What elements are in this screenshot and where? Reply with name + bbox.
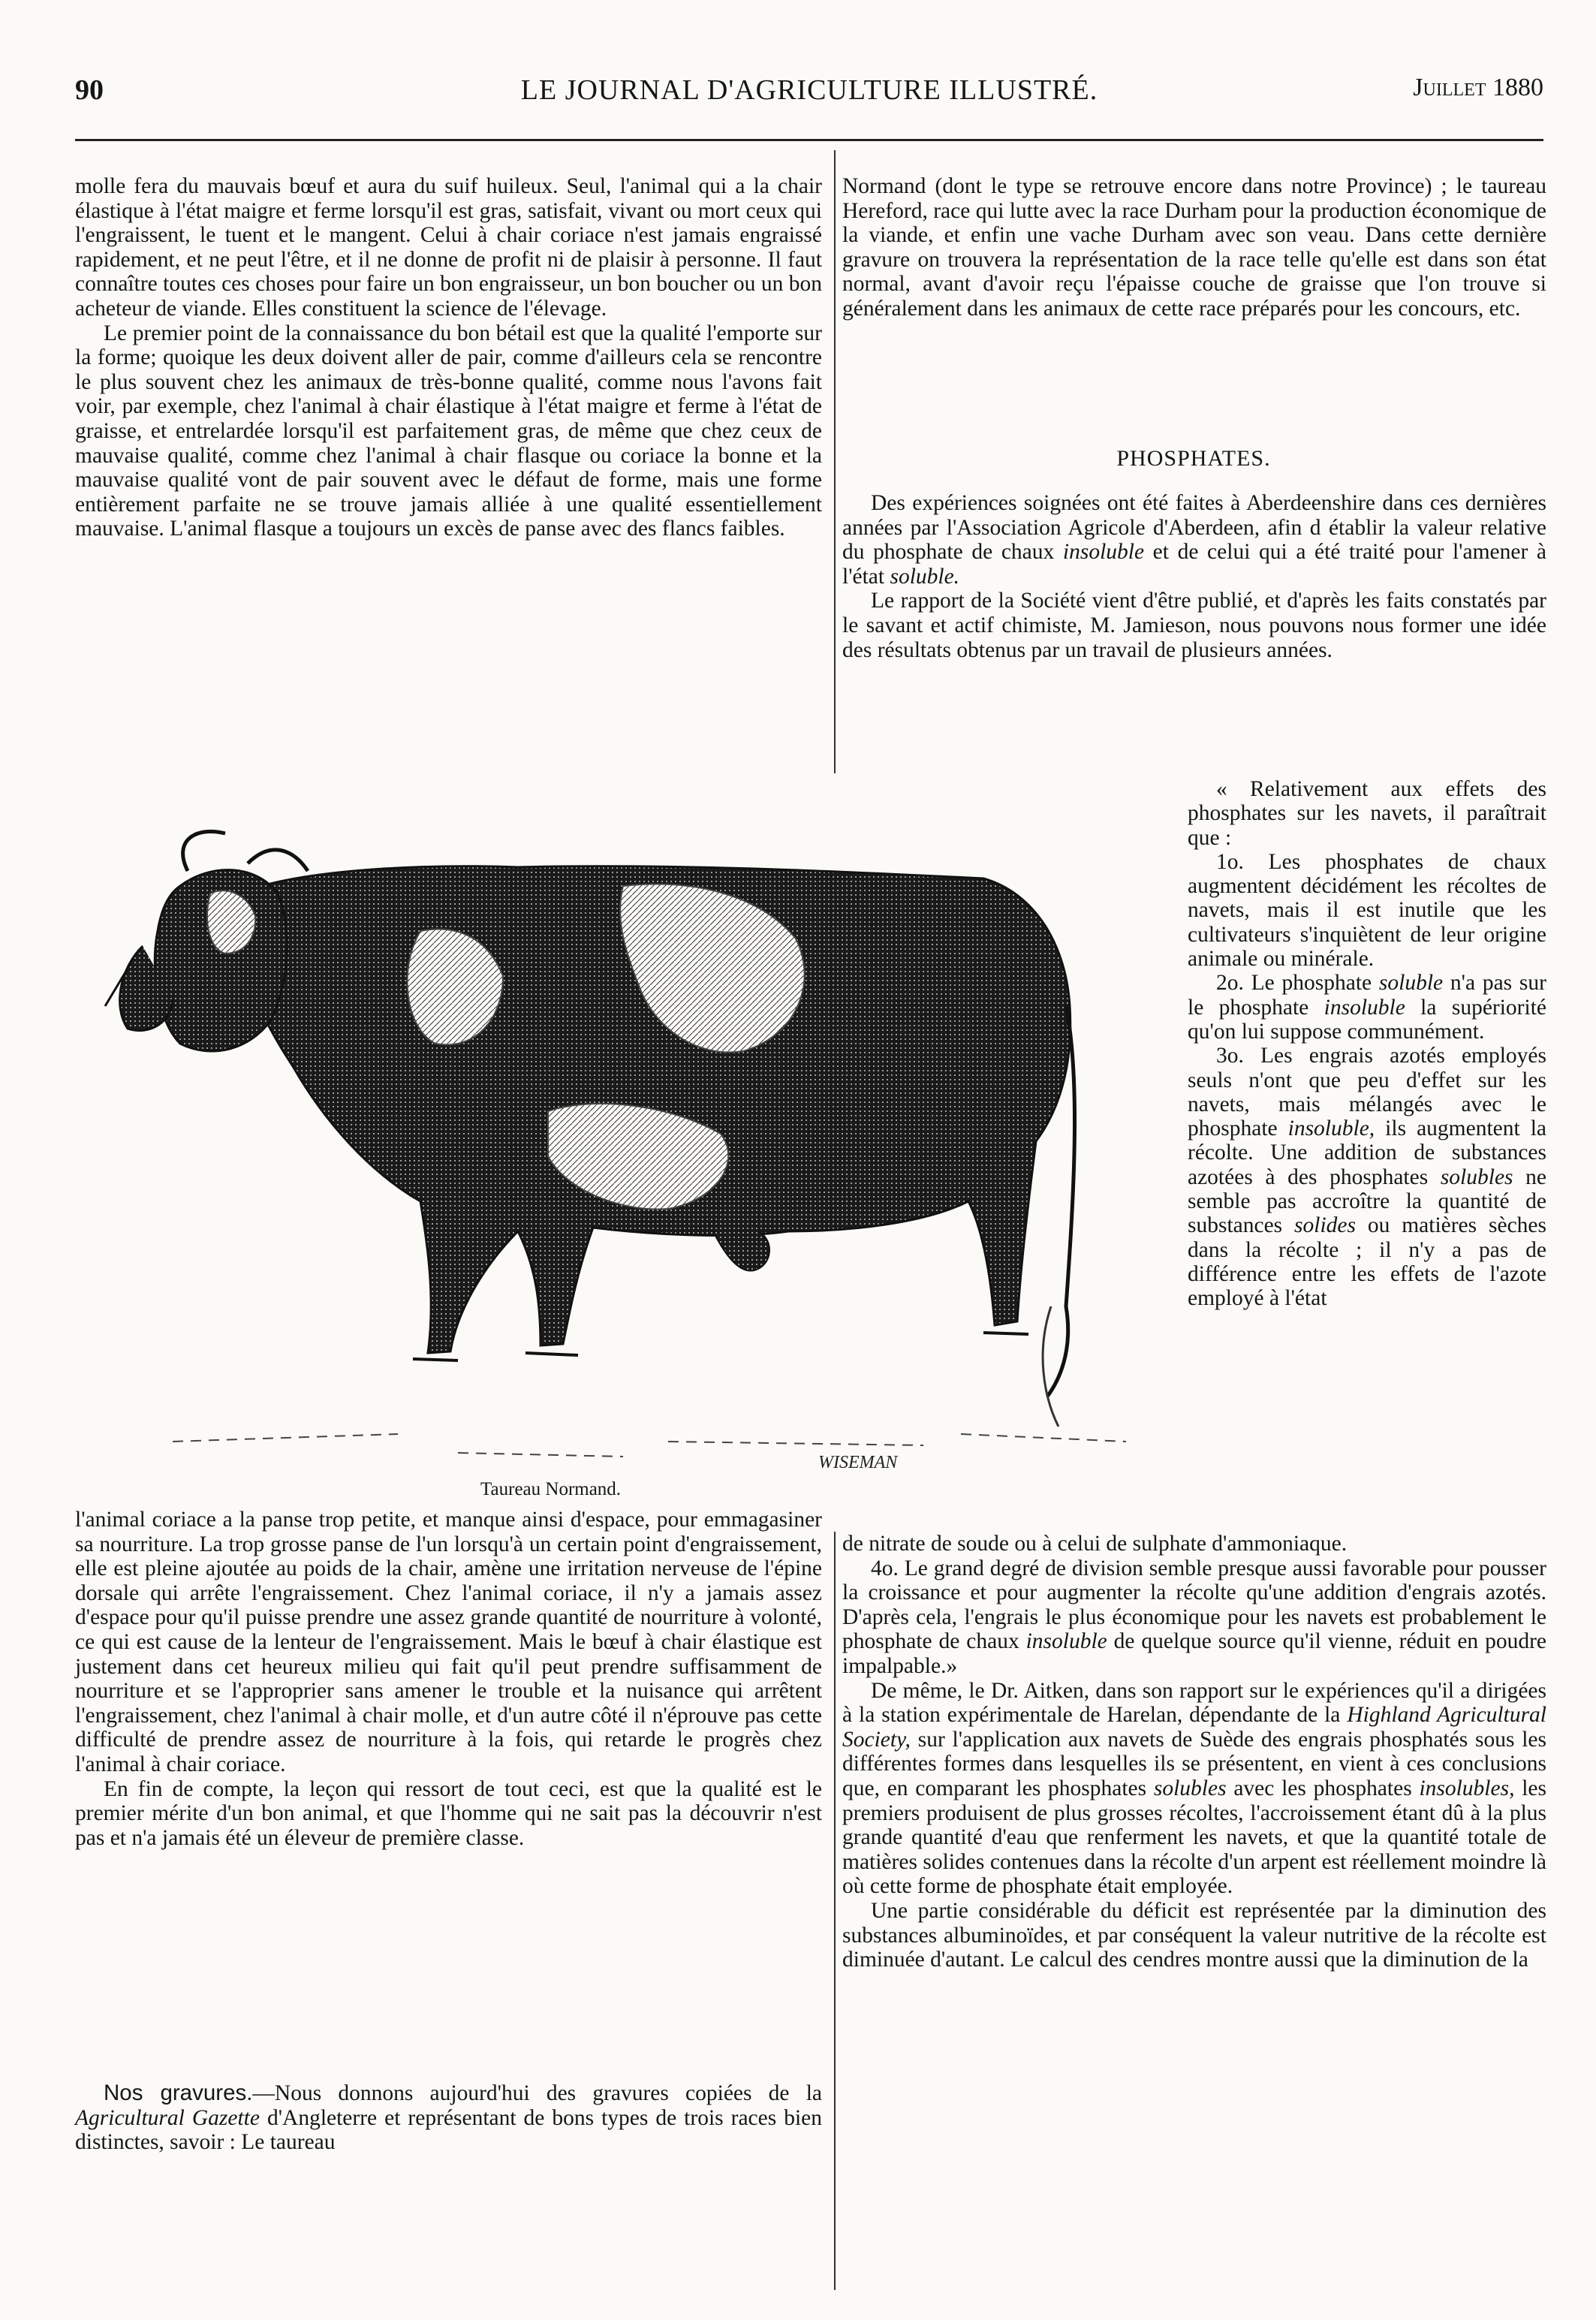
right-column-bottom-text [842, 1532, 1546, 1972]
paragraph: Le rapport de la Société vient d'être publié, et d'après les faits constatés par le savant et actif chimiste, M. Jamieson, nous pouvons nous former une idée des résultats obtenus par un travail de plusieurs années. [842, 589, 1546, 662]
paragraph: « Relativement aux effets des phosphates sur les navets, il paraîtrait que : [1188, 777, 1546, 850]
paragraph: l'animal coriace a la panse trop petite, et manque ainsi d'espace, pour emmagasiner sa nourriture. La trop grosse panse de l'un lorsqu'à un certain point d'engraissement, elle est pleine ajoutée au poids de la chair, amène une irritation nerveuse de l'épine dorsale qui arrête l'engraissement. Chez l'animal coriace, il n'y a jamais assez d'espace pour qu'il puisse prendre une assez grande quantité de nourriture à volonté, ce qui est cause de la lenteur de l'engraissement. Mais le bœuf à chair élastique est justement dans cet heureux milieu qui fait qu'il peut prendre suffisamment de nourriture et se l'approprier sans amener le trouble et la nuisance qui arrêtent l'engraissement, chez l'animal à chair molle, et d'un autre côté il n'éprouve pas cette difficulté de prendre assez de nourriture à la fois, qui retarde le progrès chez l'animal à chair coriace. [75, 1508, 822, 1776]
journal-title: LE JOURNAL D'AGRICULTURE ILLUSTRÉ. [520, 74, 1098, 106]
list-item: 4o. Le grand degré de division semble presque aussi favorable pour pousser la croissance et pour augmenter la récolte qu'une addition d'engrais azotés. D'après cela, l'engrais le plus économique pour les navets est probablement le phosphate de chaux insoluble de quelque source qu'il vienne, réduit en poudre impalpable.» [842, 1556, 1546, 1678]
list-item: 2o. Le phosphate soluble n'a pas sur le phosphate insoluble la supériorité qu'on lui suppose communément. [1188, 971, 1546, 1044]
section-heading: PHOSPHATES. [1116, 446, 1271, 471]
paragraph: De même, le Dr. Aitken, dans son rapport sur le expériences qu'il a dirigées à la station expérimentale de Harelan, dépendante de la Highland Agricultural Society, sur l'application aux navets de Suède des engrais phosphatés sous les différentes formes dans lesquelles ils se présentent, en vient à ces conclusions que, en comparant les phosphates solubles avec les phosphates insolubles, les premiers produisent de plus grosses récoltes, l'accroissement étant dû à la plus grande quantité d'eau que renferment les navets, et que la quantité totale de matières solides contenues dans la récolte d'un arpent est réellement moindre là où cette forme de phosphate était employée. [842, 1678, 1546, 1899]
paragraph: En fin de compte, la leçon qui ressort de tout ceci, est que la qualité est le premier mérite d'un bon animal, et que l'homme qui ne sait pas la découvrir n'est pas et n'a jamais été un éleveur de première classe. [75, 1776, 822, 1850]
paragraph: Une partie considérable du déficit est représentée par la diminution des substances albuminoïdes, et par conséquent la valeur nutritive de la récolte est diminuée d'autant. Le calcul des cendres montre aussi que la diminution de la [842, 1898, 1546, 1972]
issue-date: Juillet 1880 [1413, 74, 1543, 101]
column-divider-top [834, 150, 836, 773]
header-rule [75, 139, 1543, 141]
figure-caption: Taureau Normand. [480, 1479, 622, 1499]
bull-engraving [98, 781, 1179, 1494]
paragraph: Normand (dont le type se retrouve encore dans notre Province) ; le taureau Hereford, race qui lutte avec la race Durham pour la production économique de la viande, et enfin une vache Durham avec son veau. Dans cette dernière gravure on trouvera la représentation de la race telle qu'elle est dans son état normal, avant d'avoir reçu l'épaisse couche de graisse que l'on trouve si généralement dans les animaux de cette race préparés pour les concours, etc. [842, 174, 1546, 321]
left-column-bottom-text [75, 1508, 822, 1850]
right-narrow-column-text [1188, 777, 1546, 1311]
paragraph: de nitrate de soude ou à celui de sulphate d'ammoniaque. [842, 1532, 1348, 1556]
page-header [75, 74, 1543, 119]
page-number: 90 [75, 74, 104, 106]
gravures-paragraph [75, 2081, 822, 2155]
right-column-phosphates-text [842, 491, 1546, 662]
list-item: 1o. Les phosphates de chaux augmentent décidément les récoltes de navets, mais il est inutile que les cultivateurs s'inquiètent de leur origine animale ou minérale. [1188, 849, 1546, 972]
paragraph: Des expériences soignées ont été faites à Aberdeenshire dans ces dernières années par l'Association Agricole d'Aberdeen, afin d établir la valeur relative du phosphate de chaux insoluble et de celui qui a été traité pour l'amener à l'état soluble. [842, 491, 1546, 589]
engraver-signature: WISEMAN [818, 1453, 898, 1472]
list-item: 3o. Les engrais azotés employés seuls n'ont que peu d'effet sur les navets, mais mélangés avec le phosphate insoluble, ils augmentent la récolte. Une addition de substances azotées à des phosphates solubles ne semble pas accroître la quantité de substances solides ou matières sèches dans la récolte ; il n'y a pas de différence entre les effets de l'azote employé à l'état [1188, 1044, 1547, 1311]
paragraph: Le premier point de la connaissance du bon bétail est que la qualité l'emporte sur la forme; quoique les deux doivent aller de pair, comme d'ailleurs cela se rencontre le plus souvent chez les animaux de très-bonne qualité, comme nous l'avons fait voir, par exemple, chez l'animal à chair élastique à l'état maigre et ferme à l'état de graisse, et entrelardée lorsqu'il est parfaitement gras, de même que chez ceux de mauvaise qualité, comme chez l'animal à chair flasque ou coriace la bonne et la mauvaise qualité vont de pair souvent avec le défaut de forme, mais une forme entièrement parfaite ne se trouve jamais alliée à une qualité essentiellement mauvaise. L'animal flasque a toujours un excès de panse avec des flancs faibles. [75, 321, 822, 541]
paragraph: molle fera du mauvais bœuf et aura du suif huileux. Seul, l'animal qui a la chair élastique à l'état maigre et ferme lorsqu'il est gras, satisfait, vivant ou mort ceux qui l'engraissent, le tuent et le mangent. Celui à chair coriace n'est jamais engraissé rapidement, et ne peut l'être, et il ne donne de profit ni de plaisir à personne. Il faut connaître toutes ces choses pour faire un bon engraisseur, un bon boucher ou un bon acheteur de viande. Elles constituent la science de l'élevage. [75, 174, 822, 321]
left-column-top-text [75, 174, 822, 541]
right-column-top-text [842, 174, 1546, 321]
lead-in: Nos gravures. [104, 2080, 253, 2105]
column-divider-bottom [834, 1532, 836, 2290]
paragraph: Nos gravures.—Nous donnons aujourd'hui des gravures copiées de la Agricultural Gazette d'Angleterre et représentant de bons types de trois races bien distinctes, savoir : Le taureau [75, 2080, 822, 2155]
bull-illustration [98, 781, 1179, 1494]
